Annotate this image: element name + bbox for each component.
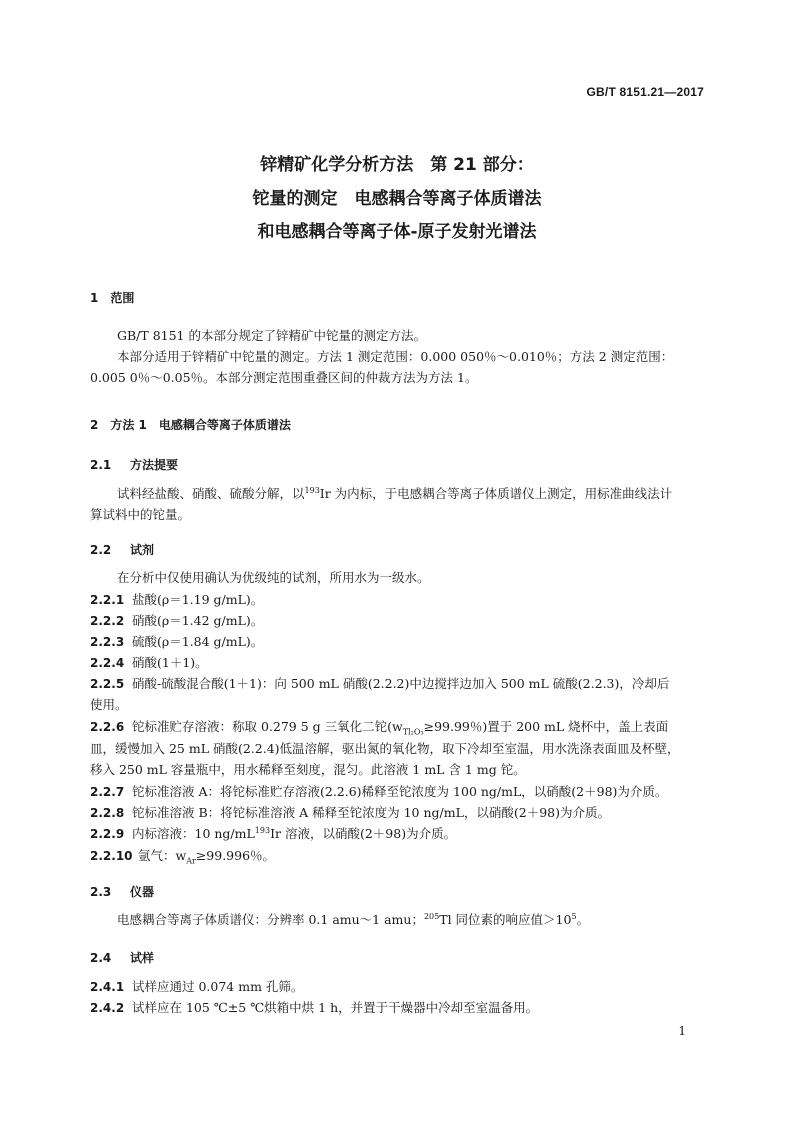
page-number: 1: [678, 1024, 686, 1038]
item-text: 硝酸-硫酸混合酸(1＋1)：向 500 mL 硝酸(2.2.2)中边搅拌边加入 500 mL 硫酸(2.2.3)，冷却后: [132, 676, 670, 691]
title-line-1: 锌精矿化学分析方法 第 21 部分：: [260, 155, 534, 175]
reagent-item-continuation: 移入 250 mL 容量瓶中，用水稀释至刻度，混匀。此溶液 1 mL 含 1 mg 铊。: [90, 762, 526, 777]
method-summary-line-2: 算试料中的铊量。: [90, 507, 191, 522]
item-number: 2.2.7: [90, 785, 125, 799]
item-number: 2.2.1: [90, 593, 125, 607]
reagent-item: [90, 678, 704, 691]
item-number: 2.4.1: [90, 980, 125, 994]
method-summary-line-1: [90, 485, 731, 501]
section-2-2-heading: [90, 541, 154, 558]
reagent-item: [90, 657, 704, 670]
item-number: 2.2.5: [90, 677, 125, 691]
section-title: 仪器: [130, 885, 155, 899]
section-number: 2.3: [90, 885, 112, 899]
scope-paragraph-1: GB/T 8151 的本部分规定了锌精矿中铊量的测定方法。: [117, 328, 426, 343]
text: 电感耦合等离子体质谱仪：分辨率 0.1 amu～1 amu；: [117, 912, 424, 927]
reagent-item: [90, 594, 704, 607]
section-1-heading: 1 范围: [90, 291, 135, 305]
scope-paragraph-2-line-2: 0.005 0％～0.05％。本部分测定范围重叠区间的仲裁方法为方法 1。: [90, 370, 478, 385]
instrument-paragraph: [90, 911, 731, 927]
standard-number: GB/T 8151.21—2017: [586, 85, 704, 99]
item-text: 试样应通过 0.074 mm 孔筛。: [132, 979, 304, 994]
mass-fraction-subscript: Ar: [186, 856, 196, 866]
reagent-item-continuation: 皿，缓慢加入 25 mL 硝酸(2.2.4)低温溶解，驱出氮的氧化物，取下冷却至室温，用水洗涤表面皿及杯壁，: [90, 741, 680, 756]
reagent-item: [90, 825, 704, 841]
item-text: 试样应在 105 ℃±5 ℃烘箱中烘 1 h，并置于干燥器中冷却至室温备用。: [132, 1000, 539, 1015]
isotope-superscript: 193: [304, 485, 320, 495]
text: 。: [576, 912, 590, 927]
reagent-item: [90, 807, 704, 820]
item-number: 2.2.6: [90, 720, 125, 734]
text: Tl 同位素的响应值＞10: [439, 912, 572, 927]
reagent-intro: 在分析中仅使用确认为优级纯的试剂，所用水为一级水。: [117, 570, 430, 585]
item-number: 2.2.4: [90, 656, 125, 670]
reagent-item: [90, 848, 704, 866]
section-number: 2.2: [90, 543, 112, 557]
text: Ir 为内标，于电感耦合等离子体质谱仪上测定，用标准曲线法计: [319, 486, 673, 501]
section-number: 2.1: [90, 458, 112, 472]
scope-paragraph-2-line-1: 本部分适用于锌精矿中铊量的测定。方法 1 测定范围：0.000 050％～0.010％；方法 2 测定范围：: [117, 349, 674, 364]
section-title: 试样: [130, 951, 155, 965]
reagent-item: [90, 719, 704, 737]
item-number: 2.2.8: [90, 806, 125, 820]
text: 试料经盐酸、硝酸、硫酸分解，以: [117, 486, 305, 501]
isotope-superscript: 205: [423, 911, 440, 921]
reagent-item: [90, 615, 704, 628]
item-text: 硫酸(ρ＝1.84 g/mL)。: [132, 634, 264, 649]
section-title: 试剂: [130, 543, 155, 557]
section-title: 方法提要: [130, 458, 179, 472]
item-text: 盐酸(ρ＝1.19 g/mL)。: [132, 592, 264, 607]
item-number: 2.2.3: [90, 635, 125, 649]
exponent-superscript: 5: [571, 911, 577, 921]
item-number: 2.2.10: [90, 849, 133, 863]
reagent-item: [90, 636, 704, 649]
item-text: 硝酸(ρ＝1.42 g/mL)。: [132, 613, 264, 628]
mass-fraction-subscript: Tl₂O₃: [402, 727, 424, 737]
sample-item: [90, 1002, 704, 1015]
item-text: 铊标准贮存溶液：称取 0.279 5 g 三氧化二铊(w: [132, 719, 403, 734]
section-2-4-heading: [90, 949, 154, 966]
item-text: 内标溶液：10 ng/mL: [132, 826, 255, 841]
isotope-superscript: 193: [254, 825, 271, 835]
sample-item: [90, 981, 704, 994]
item-text: Ir 溶液，以硝酸(2＋98)为介质。: [270, 826, 457, 841]
item-text: 硝酸(1＋1)。: [132, 655, 208, 670]
section-2-1-heading: [90, 456, 178, 473]
item-text: 铊标准溶液 B：将铊标准溶液 A 稀释至铊浓度为 10 ng/mL，以硝酸(2＋98)为介质。: [132, 805, 611, 820]
item-text: ≥99.99％)置于 200 mL 烧杯中，盖上表面: [423, 719, 669, 734]
section-number: 2.4: [90, 951, 112, 965]
section-2-3-heading: [90, 883, 154, 900]
reagent-item-continuation: 使用。: [90, 697, 128, 712]
item-text: 铊标准溶液 A：将铊标准贮存溶液(2.2.6)稀释至铊浓度为 100 ng/mL，以硝酸(2＋98)为介质。: [132, 784, 668, 799]
item-number: 2.2.2: [90, 614, 125, 628]
title-line-2: 铊量的测定 电感耦合等离子体质谱法: [252, 189, 542, 209]
item-text: ≥99.996％。: [195, 848, 276, 863]
reagent-item: [90, 786, 704, 799]
title-line-3: 和电感耦合等离子体-原子发射光谱法: [257, 222, 537, 242]
section-2-heading: 2 方法 1 电感耦合等离子体质谱法: [90, 418, 291, 432]
item-number: 2.2.9: [90, 827, 125, 841]
item-text: 氩气：w: [138, 848, 187, 863]
item-number: 2.4.2: [90, 1001, 125, 1015]
